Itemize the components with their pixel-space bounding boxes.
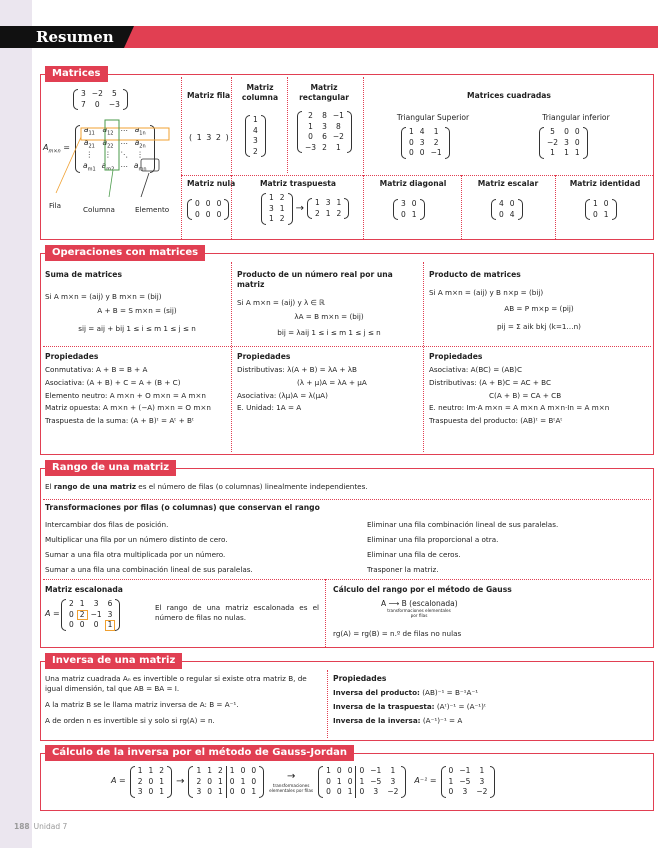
prop3-title: Propiedades — [429, 352, 483, 361]
matrix-cell: $a_{12}$ — [102, 125, 114, 137]
matrix-cell: 4 — [499, 199, 504, 208]
matrix-cell: 1 — [336, 198, 342, 208]
prop1-title: Propiedades — [45, 352, 99, 361]
matrix-cell: 0 — [226, 777, 237, 788]
matrix-cell: 0 — [419, 148, 425, 157]
matrix-cell: 1 — [279, 203, 285, 213]
escalar-title: Matriz escalar — [477, 179, 539, 188]
matrix-cell: 0 — [509, 199, 515, 208]
gauss-small: transformaciones elementales por filas — [387, 608, 451, 618]
matrix-cell: ⋯ — [120, 161, 128, 171]
matrix-cell: 0 — [251, 766, 257, 775]
matrix-cell: 2 — [77, 610, 88, 621]
matrix-cell: 3 — [269, 203, 274, 213]
matrix-cell: −5 — [370, 776, 382, 786]
list-item: Sumar a una fila una combinación lineal de sus paralelas. — [45, 565, 253, 574]
matrix-cell: ⋯ — [120, 138, 128, 148]
sup-title: Triangular Superior — [396, 113, 470, 122]
matrix-cell: 0 — [603, 199, 609, 208]
matrix-cell: 2 — [279, 193, 285, 202]
property-line: Matriz opuesta: A m×n + (−A) m×n = O m×n — [45, 403, 211, 413]
matrix-cell: 0 — [216, 199, 222, 208]
matrix-cell: 1 — [347, 787, 353, 796]
matrix-cell: $a_{22}$ — [102, 137, 114, 149]
matrix-cell: ⋮ — [85, 150, 94, 159]
matrix-cell: 2 — [159, 766, 165, 775]
matrix-cell: −2 — [91, 89, 103, 98]
inv-p2: Inversa de la traspuesta: (Aᵗ)⁻¹ = (A⁻¹)ᵗ — [333, 702, 487, 711]
gauss-l1: A ⟶ B (escalonada) — [381, 599, 458, 608]
gauss-l2: rg(A) = rg(B) = n.º de filas no nulas — [333, 629, 462, 638]
inf-title: Triangular inferior — [542, 113, 610, 122]
matrix-cell: 0 — [409, 148, 414, 157]
section-title: Cálculo de la inversa por el método de Gauss-Jordan — [45, 745, 354, 761]
matrix-cell: 0 — [308, 132, 313, 141]
section-title: Rango de una matriz — [45, 460, 176, 476]
matrix-cell: 0 — [69, 620, 74, 629]
matrix-cell: −1 — [459, 766, 471, 775]
page-title: Resumen — [36, 28, 114, 46]
matrix-cell: 0 — [79, 620, 85, 629]
prop-prodreal — [237, 352, 421, 416]
page-number: 188 — [14, 822, 30, 831]
matrix-cell: 7 — [81, 99, 86, 109]
matrix-cell: 1 — [574, 148, 580, 157]
matrix-cell: 3 — [322, 121, 327, 131]
matrix-cell: −1 — [90, 609, 102, 619]
section-matrices — [40, 68, 654, 240]
matrix-cell: 1 — [207, 766, 213, 775]
rectangular-title: Matriz rectangular — [299, 83, 349, 103]
property-line: Asociativa: (A + B) + C = A + (B + C) — [45, 377, 181, 387]
matrix-cell: 0 — [347, 766, 353, 775]
matrix-cell: 1 — [159, 776, 165, 786]
matrix-cell: 1 — [550, 148, 555, 157]
section-gauss-jordan — [40, 747, 654, 811]
matrix-cell: 1 — [479, 766, 485, 775]
matrix-cell: 0 — [69, 609, 74, 619]
escalar-matrix — [491, 199, 523, 220]
matrix-cell: 0 — [205, 199, 211, 208]
matrix-cell: 0 — [574, 137, 580, 147]
section-inversa — [40, 655, 654, 741]
matrix-cell: 0 — [336, 766, 342, 775]
property-line: Asociativa: (λμ)A = λ(μA) — [237, 390, 328, 400]
matrix-cell: 0 — [409, 137, 414, 147]
matrix-cell: 1 — [105, 620, 116, 631]
matrix-cell: 3 — [137, 787, 143, 796]
matrix-cell: 1 — [314, 198, 320, 208]
matrix-cell: 1 — [335, 142, 341, 152]
trans-left — [45, 517, 345, 577]
section-title: Operaciones con matrices — [45, 245, 205, 261]
matrix-cell: −2 — [332, 132, 344, 141]
matrix-cell: 6 — [107, 599, 113, 608]
matrix-cell: 1 — [308, 121, 313, 131]
prop-prod — [429, 352, 649, 429]
matrix-cell: ⋮ — [136, 150, 144, 159]
matrix-cell: 1 — [218, 776, 223, 786]
inv-p1: Inversa del producto: (AB)⁻¹ = B⁻¹A⁻¹ — [333, 688, 479, 697]
list-item: Eliminar una fila proporcional a otra. — [367, 535, 499, 544]
matrix-cell: 0 — [356, 787, 367, 798]
matrix-cell: 1 — [593, 199, 598, 208]
matrix-cell: 3 — [479, 776, 485, 786]
matrix-cell: 3 — [196, 787, 202, 796]
matrix-cell: −2 — [547, 137, 559, 147]
matrix-cell: $a_{2n}$ — [134, 137, 146, 149]
matrix-cell: 3 — [401, 199, 406, 208]
property-line: C(A + B) = CA + CB — [489, 390, 562, 400]
matrix-cell: 4 — [253, 125, 258, 135]
matrix-cell: 6 — [322, 132, 327, 141]
def-pre: El — [45, 482, 54, 491]
inv-t2: A la matriz B se le llama matriz inversa de A: B = A⁻¹. — [45, 700, 239, 709]
suma-l2: A + B = S m×n = (sij) — [97, 306, 177, 315]
matrix-cell: 4 — [419, 127, 425, 136]
esc-label: A = — [45, 609, 60, 618]
prop-suma — [45, 352, 229, 429]
property-line: Elemento neutro: A m×n + O m×n = A m×n — [45, 390, 206, 400]
columna-title: Matriz columna — [241, 83, 279, 103]
matrix-cell: 1 — [564, 148, 569, 157]
property-line: (λ + μ)A = λA + μA — [297, 377, 367, 387]
rectangular-matrix — [297, 111, 352, 153]
nula-matrix — [187, 199, 229, 220]
matrix-cell: 2 — [433, 137, 439, 147]
suma-l3: sij = aij + bij 1 ≤ i ≤ m 1 ≤ j ≤ n — [78, 324, 196, 333]
matrix-cell: 0 — [226, 787, 237, 798]
matrix-cell: 2 — [196, 776, 202, 786]
matrix-cell: 2 — [336, 208, 342, 218]
rango-def — [45, 482, 645, 492]
unit-label: Unidad 7 — [33, 822, 68, 831]
list-item: Eliminar una fila de ceros. — [367, 550, 461, 559]
label-columna: Columna — [83, 205, 115, 214]
matrix-cell: 1 — [433, 127, 439, 136]
matrix-cell: 3 — [564, 137, 569, 147]
identidad-title: Matriz identidad — [569, 179, 641, 188]
def-bold: rango de una matriz — [53, 482, 137, 491]
inv-prop-title: Propiedades — [333, 674, 387, 683]
matrix-cell: 1 — [253, 115, 258, 124]
matrix-cell: 1 — [269, 214, 274, 223]
matrix-cell: 0 — [499, 209, 504, 219]
matrix-cell: 0 — [564, 127, 569, 136]
matrix-cell: 5 — [550, 127, 555, 136]
matrix-cell: 3 — [373, 787, 379, 796]
matrix-cell: $a_{21}$ — [83, 137, 95, 149]
matrix-cell: 1 — [159, 787, 165, 796]
matrix-cell: 1 — [326, 766, 331, 775]
gj-inv-label: A⁻¹ = — [414, 776, 437, 786]
matrix-cell: 1 — [226, 766, 237, 777]
suma-title: Suma de matrices — [45, 270, 122, 279]
property-line: E. neutro: Im·A m×n = A m×n A m×n·In = A m×n — [429, 403, 610, 413]
property-line: Traspuesta de la suma: (A + B)ᵗ = Aᵗ + Bᵗ — [45, 416, 195, 426]
traspuesta-title: Matriz traspuesta — [259, 179, 336, 188]
matrix-cell: 8 — [335, 121, 341, 131]
section-rango — [40, 462, 654, 648]
list-item: Intercambiar dos filas de posición. — [45, 520, 169, 529]
section-title: Matrices — [45, 66, 108, 82]
matrix-cell: 0 — [195, 199, 200, 208]
matrix-cell: 2 — [314, 208, 320, 218]
prop2-title: Propiedades — [237, 352, 291, 361]
identidad-matrix — [585, 199, 617, 220]
matrix-cell: 0 — [448, 766, 454, 775]
prodreal-title: Producto de un número real por una matriz — [237, 270, 393, 290]
matrix-cell: 0 — [448, 787, 454, 796]
matrix-cell: 3 — [390, 776, 396, 786]
matrix-cell: 1 — [269, 193, 274, 202]
matrix-cell: 0 — [411, 199, 417, 208]
matrix-cell: 1 — [448, 776, 454, 786]
sup-matrix — [401, 127, 450, 159]
matrix-cell: 0 — [336, 787, 342, 796]
matrix-cell: 0 — [216, 209, 222, 219]
list-item: Eliminar una fila combinación lineal de sus paralelas. — [367, 520, 559, 529]
diagonal-matrix — [393, 199, 425, 220]
matrix-cell: 0 — [347, 776, 353, 786]
matrix-cell: $a_{m2}$ — [101, 160, 115, 172]
section-title: Inversa de una matriz — [45, 653, 182, 669]
matrix-cell: 0 — [356, 766, 367, 777]
esc-text: El rango de una matriz escalonada es el número de filas no nulas. — [155, 603, 319, 622]
matrix-cell: 2 — [322, 142, 327, 152]
matrix-cell: 2 — [218, 766, 223, 775]
gauss-title: Cálculo del rango por el método de Gauss — [333, 585, 512, 594]
matrix-cell: 0 — [593, 209, 598, 219]
property-line: Asociativa: A(BC) = (AB)C — [429, 365, 523, 375]
prod-l1: Si A m×n = (aij) y B n×p = (bij) — [429, 288, 544, 297]
suma-l1: Si A m×n = (aij) y B m×n = (bij) — [45, 292, 162, 301]
gj-row: A = 1 1 2 2 0 1 3 0 1 → 1 1 2 1 0 0 2 0 1 0 1 0 3 0 1 0 0 1 → transformaciones elementales por filas 1 0 0 0 −1 1 0 1 0 1 −5 3 0 0 1 0 3 −2 A⁻¹ = 0 −1 1 1 −5 3 0 3 −2 — [111, 766, 495, 798]
matrix-cell: 1 — [137, 766, 143, 775]
matrix-cell: 3 — [419, 137, 425, 147]
matrix-cell: 0 — [251, 776, 257, 786]
property-line: Traspuesta del producto: (AB)ᵗ = BᵗAᵗ — [429, 416, 563, 426]
matrix-cell: 3 — [462, 787, 468, 796]
matrix-cell: $a_{11}$ — [83, 125, 95, 137]
matrix-cell: 0 — [148, 787, 154, 796]
esc-matrix — [61, 599, 120, 631]
matrix-cell: −3 — [108, 99, 120, 109]
matrix-cell: 0 — [207, 776, 213, 786]
prodreal-l2: λA = B m×n = (bij) — [294, 312, 364, 321]
matrix-cell: 0 — [195, 209, 200, 219]
matrix-cell: 1 — [148, 766, 154, 775]
inf-matrix — [539, 127, 588, 159]
trans-title: Transformaciones por filas (o columnas) que conservan el rango — [45, 503, 320, 512]
matrix-cell: 1 — [240, 776, 246, 786]
matrix-cell: −1 — [332, 111, 344, 120]
example-matrix — [73, 89, 128, 110]
matrix-cell: 0 — [240, 787, 246, 796]
matrix-cell: 1 — [218, 787, 223, 796]
list-item: Trasponer la matriz. — [367, 565, 439, 574]
matrix-cell: 1 — [603, 209, 609, 219]
inv-p3: Inversa de la inversa: (A⁻¹)⁻¹ = A — [333, 716, 463, 725]
prod-l2: AB = P m×p = (pij) — [504, 304, 574, 313]
matrix-cell: $a_{1n}$ — [134, 125, 146, 137]
matrix-cell: 2 — [137, 776, 143, 786]
prodreal-l3: bij = λaij 1 ≤ i ≤ m 1 ≤ j ≤ n — [277, 328, 381, 337]
matrix-cell: 3 — [107, 609, 113, 619]
gj-arrow-text: transformaciones elementales por filas — [269, 782, 314, 793]
def-post: es el número de filas (o columnas) linealmente independientes. — [136, 482, 368, 491]
matrix-cell: ⋱ — [120, 150, 128, 159]
list-item: Multiplicar una fila por un número distinto de cero. — [45, 535, 228, 544]
matrix-cell: 0 — [207, 787, 213, 796]
matrix-cell: 0 — [94, 99, 100, 109]
esc-title: Matriz escalonada — [45, 585, 123, 594]
matrix-cell: −1 — [370, 766, 382, 775]
trans-right — [367, 517, 647, 577]
matrix-cell: 4 — [509, 209, 515, 219]
label-elemento: Elemento — [135, 205, 170, 214]
list-item: Sumar a una fila otra multiplicada por un número. — [45, 550, 226, 559]
matrix-cell: 1 — [336, 776, 342, 786]
matrix-cell: 2 — [253, 146, 258, 156]
matrix-cell: 0 — [326, 776, 331, 786]
matrix-cell: −1 — [430, 148, 442, 157]
matrix-cell: 3 — [81, 89, 86, 98]
gj-a-label: A = — [111, 776, 126, 786]
matrix-cell: 2 — [279, 214, 285, 223]
matrix-cell: −2 — [476, 787, 488, 796]
matrix-cell: $a_{mn}$ — [133, 160, 147, 172]
diagonal-title: Matriz diagonal — [379, 179, 447, 188]
matrix-cell: 1 — [356, 777, 367, 788]
matrix-cell: 3 — [325, 198, 331, 208]
general-label: $A_{m\times n}$ = — [43, 143, 70, 155]
matrix-cell: 1 — [196, 766, 202, 775]
nula-title: Matriz nula — [187, 179, 236, 188]
matrix-cell: ⋮ — [104, 150, 112, 159]
matrix-cell: −3 — [305, 142, 317, 152]
matrix-cell: 0 — [148, 776, 154, 786]
columna-matrix — [245, 115, 266, 157]
fila-title: Matriz fila — [187, 91, 231, 100]
fila-matrix: ( 1 3 2 ) — [189, 133, 230, 142]
matrix-cell: 1 — [411, 209, 417, 219]
footer — [14, 822, 67, 832]
inv-t3: A de orden n es invertible si y solo si rg(A) = n. — [45, 716, 215, 725]
matrix-cell: 2 — [69, 599, 74, 608]
matrix-cell: ⋯ — [120, 126, 128, 135]
property-line: Conmutativa: A + B = B + A — [45, 365, 148, 375]
matrix-cell: 0 — [401, 209, 406, 219]
prodreal-l1: Si A m×n = (aij) y λ ∈ ℝ — [237, 298, 325, 307]
matrix-cell: 0 — [574, 127, 580, 136]
label-fila: Fila — [49, 201, 62, 210]
matrix-cell: 0 — [326, 787, 331, 796]
matrix-cell: 1 — [251, 787, 257, 796]
matrix-cell: $a_{m1}$ — [83, 160, 96, 172]
matrix-cell: 1 — [390, 766, 396, 775]
prod-title: Producto de matrices — [429, 270, 521, 279]
cuadradas-title: Matrices cuadradas — [467, 91, 551, 100]
matrix-cell: 3 — [253, 136, 258, 145]
annotation-lines — [41, 115, 181, 205]
matrix-cell: 5 — [111, 89, 117, 98]
matrix-cell: 8 — [322, 111, 327, 120]
matrix-cell: −2 — [387, 787, 399, 796]
matrix-cell: 1 — [325, 208, 331, 218]
matrix-cell: 1 — [409, 127, 414, 136]
matrix-cell: 0 — [240, 766, 246, 775]
matrix-cell: 0 — [205, 209, 211, 219]
traspuesta-matrices: 1 2 3 1 1 2 → 1 3 1 2 1 2 — [261, 193, 349, 225]
matrix-cell: 2 — [308, 111, 313, 120]
section-operaciones — [40, 247, 654, 455]
prod-l3: pij = Σ aik bkj (k=1…n) — [497, 322, 581, 331]
property-line: E. Unidad: 1A = A — [237, 403, 302, 413]
matrix-cell: 0 — [93, 620, 99, 629]
matrix-cell: 1 — [79, 599, 85, 608]
property-line: Distributivas: λ(A + B) = λA + λB — [237, 365, 357, 375]
matrix-cell: −5 — [459, 776, 471, 786]
property-line: Distributivas: (A + B)C = AC + BC — [429, 377, 551, 387]
inv-t1: Una matriz cuadrada Aₙ es invertible o regular si existe otra matriz B, de igual dimensión, tal que AB = BA = I. — [45, 674, 307, 693]
matrix-cell: 3 — [93, 599, 99, 608]
